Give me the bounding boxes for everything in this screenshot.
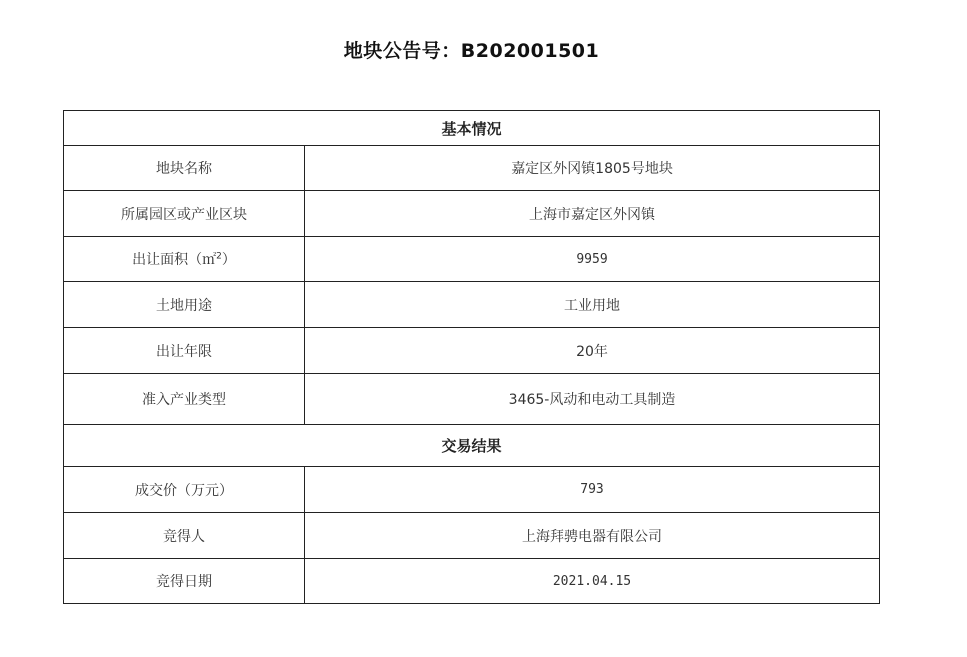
row-value: 嘉定区外冈镇1805号地块 (305, 146, 880, 191)
row-label: 成交价（万元） (64, 467, 305, 513)
row-label-suffix: ） (221, 252, 236, 268)
table-row (64, 146, 880, 191)
row-label: 所属园区或产业区块 (64, 191, 305, 237)
row-value: 793 (305, 467, 880, 513)
section-header-row (64, 425, 880, 467)
row-label-prefix: 出让面积（㎡ (132, 252, 217, 268)
table-row (64, 467, 880, 513)
row-label: 出让年限 (64, 328, 305, 374)
section-header-result: 交易结果 (64, 425, 880, 467)
row-label-area (64, 237, 305, 282)
table-row (64, 513, 880, 559)
table-row (64, 328, 880, 374)
table-row (64, 374, 880, 425)
row-label-sup: 2 (216, 251, 222, 262)
table-row (64, 191, 880, 237)
row-label: 准入产业类型 (64, 374, 305, 425)
row-value: 上海市嘉定区外冈镇 (305, 191, 880, 237)
row-value: 3465-风动和电动工具制造 (305, 374, 880, 425)
page-title: 地块公告号：B202001501 (343, 40, 600, 62)
land-info-table (63, 110, 880, 604)
section-header-row (64, 111, 880, 146)
row-value: 20年 (305, 328, 880, 374)
row-value: 9959 (305, 237, 880, 282)
section-header-basic: 基本情况 (64, 111, 880, 146)
row-value: 上海拜骋电器有限公司 (305, 513, 880, 559)
row-label: 地块名称 (64, 146, 305, 191)
row-label: 竞得日期 (64, 559, 305, 604)
row-label: 土地用途 (64, 282, 305, 328)
table-row (64, 237, 880, 282)
table-row (64, 282, 880, 328)
table-row (64, 559, 880, 604)
row-value: 2021.04.15 (305, 559, 880, 604)
row-label: 竞得人 (64, 513, 305, 559)
row-value: 工业用地 (305, 282, 880, 328)
